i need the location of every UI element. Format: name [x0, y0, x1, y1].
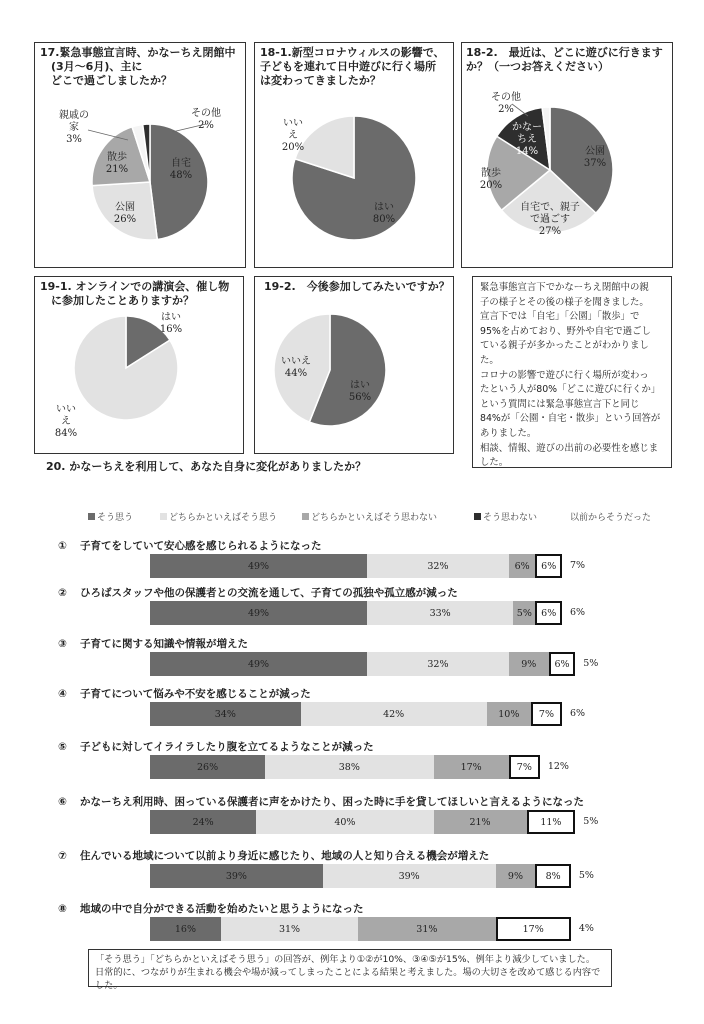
- statement-6: [58, 794, 584, 809]
- q18-2-label-other: その他 2%: [491, 92, 521, 115]
- bar-label-before-3: 5%: [583, 658, 599, 669]
- legend-label: どちらかといえばそう思う: [169, 513, 278, 523]
- legend-item-2: [302, 510, 437, 523]
- q17-label-walk: 散歩 21%: [105, 152, 129, 175]
- statement-text: かなーちえ利用時、困っている保護者に声をかけたり、困った時に手を貸してほしいと言えるようになった: [80, 796, 584, 808]
- bar-segment-7-2: 39%: [323, 864, 496, 888]
- bar-segment-5-3: 17%: [434, 755, 509, 779]
- legend-swatch-icon: [302, 513, 309, 520]
- legend-item-4: [570, 510, 651, 523]
- bar-segment-8-2: 31%: [221, 917, 358, 941]
- bar-segment-6-2: 40%: [256, 810, 433, 834]
- statement-5: [58, 739, 374, 754]
- statement-1: [58, 538, 322, 553]
- statement-number: ②: [58, 587, 67, 599]
- q18-2-label-park: 公園 37%: [583, 146, 607, 169]
- bar-label-before-4: 6%: [569, 708, 586, 719]
- footer-note: 「そう思う」「どちらかといえばそう思う」の回答が、例年より①②が10%、③④⑤が15%、例年より減少していました。 日常的に、つながりが生まれる機会や場が減ってしまったことによる結果と考えました。場の大切さを改めて感じる内容でした。: [88, 949, 612, 987]
- bar-segment-3-2: 32%: [367, 652, 509, 676]
- bar-segment-4-4: 7%: [531, 702, 562, 726]
- statement-text: 子育てに関する知識や情報が増えた: [80, 638, 248, 650]
- bar-segment-6-4: 11%: [527, 810, 576, 834]
- bar-segment-1-2: 32%: [367, 554, 509, 578]
- statement-8: [58, 901, 364, 916]
- bar-segment-7-4: 8%: [535, 864, 570, 888]
- statement-2: [58, 585, 458, 600]
- bar-segment-3-3: 9%: [509, 652, 549, 676]
- q17-title: 17.緊急事態宣言時、かなーちえ閉館中 (3月～6月)、主に どこで過ごしましたか？: [40, 46, 236, 87]
- bar-segment-2-3: 5%: [513, 601, 535, 625]
- q19-1-label-no: いい え 84%: [54, 404, 78, 439]
- legend-swatch-icon: [88, 513, 95, 520]
- legend-label: そう思わない: [483, 513, 538, 523]
- bar-segment-4-1: 34%: [150, 702, 301, 726]
- legend-swatch-icon: [160, 513, 167, 520]
- q18-1-label-no: いい え 20%: [281, 118, 305, 153]
- q18-2-label-home: 自宅で、親子 で過ごす 27%: [520, 202, 580, 237]
- q17-label-home: 自宅 48%: [169, 158, 193, 181]
- statement-number: ④: [58, 688, 67, 700]
- summary-text: 緊急事態宣言下でかなーちえ閉館中の親 子の様子とその後の様子を聞きました。 宣言下では「自宅」「公園」「散歩」で 95%を占めており、野外や自宅で過ごし ている親子が多かったことがわかりまし た。 コロナの影響で遊びに行く場所が変わっ たという人が80%「どこに遊びに行くか」 という質問には緊急事態宣言下と同じ 84%が「公園・自宅・散歩」という回答が ありました。 相談、情報、遊びの出前の必要性を感じま した。: [480, 282, 661, 469]
- legend-item-0: [88, 510, 133, 523]
- legend-label: そう思う: [97, 513, 134, 523]
- q18-2-label-kanachie: かなー ちえ 14%: [512, 122, 542, 157]
- q20-title: 20. かなーちえを利用して、あなた自身に変化がありましたか？: [46, 460, 367, 473]
- legend-swatch-icon: [474, 513, 481, 520]
- statement-number: ⑦: [58, 850, 67, 862]
- bar-segment-7-1: 39%: [150, 864, 323, 888]
- bar-segment-3-4: 6%: [549, 652, 576, 676]
- bar-segment-5-2: 38%: [265, 755, 433, 779]
- statement-text: 子育てについて悩みや不安を感じることが減った: [80, 688, 311, 700]
- q19-2-label-no: いいえ 44%: [281, 356, 311, 379]
- legend-item-1: [160, 510, 277, 523]
- statement-4: [58, 686, 311, 701]
- legend-item-3: [474, 510, 537, 523]
- q18-2-title: 18-2. 最近は、どこに遊びに行きます か？（一つお答えください）: [466, 46, 663, 73]
- statement-3: [58, 636, 248, 651]
- bar-segment-1-3: 6%: [509, 554, 536, 578]
- q17-label-park: 公園 26%: [113, 202, 137, 225]
- q18-1-title: 18-1.新型コロナウィルスの影響で、 子どもを連れて日中遊びに行く場所 は変わってきましたか？: [260, 46, 445, 87]
- bar-segment-4-3: 10%: [487, 702, 531, 726]
- q18-1-label-yes: はい 80%: [372, 202, 396, 225]
- q17-label-relatives: 親戚の 家 3%: [59, 110, 89, 145]
- bar-label-before-1: 7%: [569, 560, 586, 571]
- q17-label-other: その他 2%: [191, 108, 221, 131]
- statement-text: 住んでいる地域について以前より身近に感じたり、地域の人と知り合える機会が増えた: [80, 850, 490, 862]
- statement-text: 子育てをしていて安心感を感じられるようになった: [80, 540, 322, 552]
- bar-segment-5-1: 26%: [150, 755, 265, 779]
- bar-segment-2-4: 6%: [535, 601, 562, 625]
- statement-text: 子どもに対してイライラしたり腹を立てるようなことが減った: [80, 741, 374, 753]
- bar-segment-1-4: 6%: [535, 554, 562, 578]
- q18-2-label-walk: 散歩 20%: [479, 168, 503, 191]
- legend-label: どちらかといえばそう思わない: [311, 513, 438, 523]
- bar-label-before-6: 5%: [583, 816, 599, 827]
- bar-label-before-7: 5%: [578, 870, 594, 881]
- bar-label-before-8: 4%: [578, 923, 594, 934]
- bar-segment-8-1: 16%: [150, 917, 221, 941]
- bar-segment-8-4: 17%: [496, 917, 571, 941]
- bar-segment-4-2: 42%: [301, 702, 487, 726]
- statement-number: ⑧: [58, 903, 67, 915]
- bar-segment-3-1: 49%: [150, 652, 367, 676]
- statement-number: ⑤: [58, 741, 67, 753]
- bar-segment-2-2: 33%: [367, 601, 513, 625]
- q19-1-label-yes: はい 16%: [159, 312, 183, 335]
- bar-segment-7-3: 9%: [496, 864, 536, 888]
- legend-label: 以前からそうだった: [570, 513, 652, 523]
- bar-segment-2-1: 49%: [150, 601, 367, 625]
- bar-segment-6-1: 24%: [150, 810, 256, 834]
- bar-label-before-2: 6%: [569, 607, 586, 618]
- bar-segment-1-1: 49%: [150, 554, 367, 578]
- statement-number: ③: [58, 638, 67, 650]
- bar-label-before-5: 12%: [547, 761, 569, 772]
- q19-2-label-yes: はい 56%: [348, 380, 372, 403]
- statement-text: ひろばスタッフや他の保護者との交流を通して、子育ての孤独や孤立感が減った: [80, 587, 458, 599]
- statement-number: ①: [58, 540, 67, 552]
- statement-number: ⑥: [58, 796, 67, 808]
- bar-segment-8-3: 31%: [358, 917, 495, 941]
- statement-7: [58, 848, 489, 863]
- statement-text: 地域の中で自分ができる活動を始めたいと思うようになった: [80, 903, 364, 915]
- bar-segment-6-3: 21%: [434, 810, 527, 834]
- q19-2-title: 19-2. 今後参加してみたいですか？: [264, 280, 450, 293]
- bar-segment-5-4: 7%: [509, 755, 540, 779]
- q19-1-title: 19-1. オンラインでの講演会、催し物 に参加したことありますか？: [40, 280, 230, 307]
